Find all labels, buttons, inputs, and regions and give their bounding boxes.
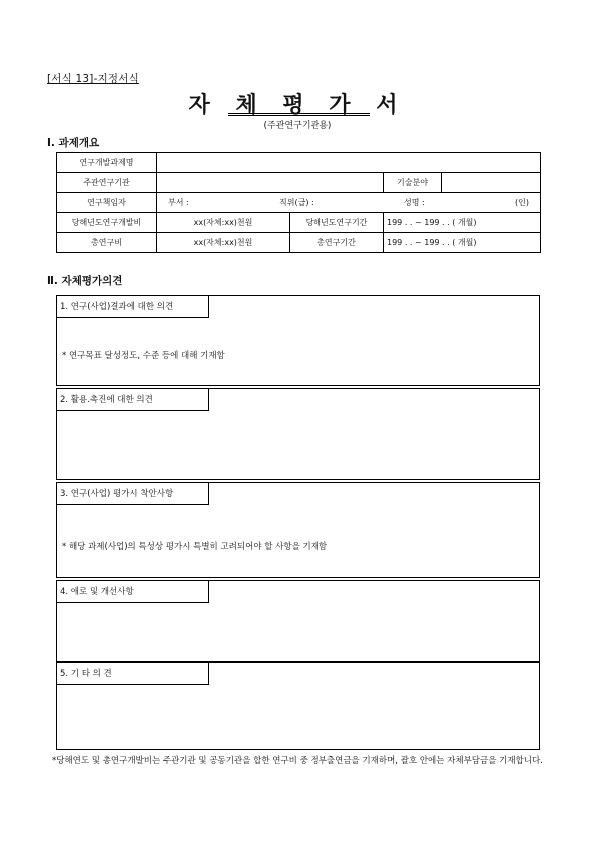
- year-period-value[interactable]: 199 . . ~ 199 . . ( 개월): [384, 213, 541, 233]
- seal-label: (인): [515, 198, 529, 207]
- total-budget-value[interactable]: xx(자체:xx)천원: [157, 233, 290, 253]
- section-heading-overview: Ⅰ. 과제개요: [47, 137, 100, 149]
- tech-field-label: 기술분야: [384, 173, 442, 193]
- opinion-box-results[interactable]: [56, 295, 540, 386]
- project-name-label: 연구개발과제명: [57, 153, 157, 173]
- table-row: [57, 153, 541, 173]
- opinion-box-evaluation-points[interactable]: [56, 482, 540, 578]
- position-label: 직위(급) :: [279, 198, 314, 207]
- total-budget-label: 총연구비: [57, 233, 157, 253]
- institution-field[interactable]: [157, 173, 384, 193]
- opinion-box-title: 1. 연구(사업)결과에 대한 의견: [56, 295, 209, 318]
- document-title: 자 체 평 가 서: [188, 93, 407, 118]
- total-period-value[interactable]: 199 . . ~ 199 . . ( 개월): [384, 233, 541, 253]
- table-row: [57, 213, 541, 233]
- year-budget-label: 당해년도연구개발비: [57, 213, 157, 233]
- name-label: 성명 :: [404, 198, 425, 207]
- document-subtitle: (주관연구기관용): [263, 121, 332, 131]
- year-period-label: 당해년도연구기간: [290, 213, 384, 233]
- opinion-box-title: 3. 연구(사업) 평가시 착안사항: [56, 482, 209, 505]
- year-budget-value[interactable]: xx(자체:xx)천원: [157, 213, 290, 233]
- section-heading-evaluation: Ⅱ. 자체평가의견: [47, 275, 123, 287]
- title-underline: [228, 115, 370, 116]
- title-underline: [228, 113, 370, 114]
- tech-field-field[interactable]: [442, 173, 541, 193]
- opinion-box-note: * 연구목표 달성정도, 수준 등에 대해 기재함: [62, 351, 225, 361]
- table-row: [57, 193, 541, 213]
- researcher-label: 연구책임자: [57, 193, 157, 213]
- opinion-box-utilization[interactable]: [56, 388, 540, 480]
- opinion-box-difficulties[interactable]: [56, 580, 540, 662]
- total-period-label: 총연구기간: [290, 233, 384, 253]
- opinion-box-title: 4. 애로 및 개선사항: [56, 580, 209, 603]
- project-overview-table: [56, 152, 541, 253]
- dept-label: 부서 :: [168, 198, 189, 207]
- form-number: [서식 13]-지정서식: [47, 73, 139, 85]
- table-row: [57, 233, 541, 253]
- institution-label: 주관연구기관: [57, 173, 157, 193]
- footnote: *당해연도 및 총연구개발비는 주관기관 및 공동기관을 합한 연구비 중 정부출연금을 기재하며, 괄호 안에는 자체부담금을 기재합니다.: [52, 756, 543, 766]
- opinion-box-note: * 해당 과제(사업)의 특성상 평가시 특별히 고려되어야 할 사항을 기재함: [62, 542, 328, 552]
- project-name-field[interactable]: [157, 153, 541, 173]
- opinion-box-title: 2. 활용.촉진에 대한 의견: [56, 388, 209, 411]
- opinion-box-title: 5. 기 타 의 견: [56, 662, 209, 685]
- researcher-field[interactable]: [157, 193, 541, 213]
- opinion-box-other[interactable]: [56, 662, 540, 750]
- table-row: [57, 173, 541, 193]
